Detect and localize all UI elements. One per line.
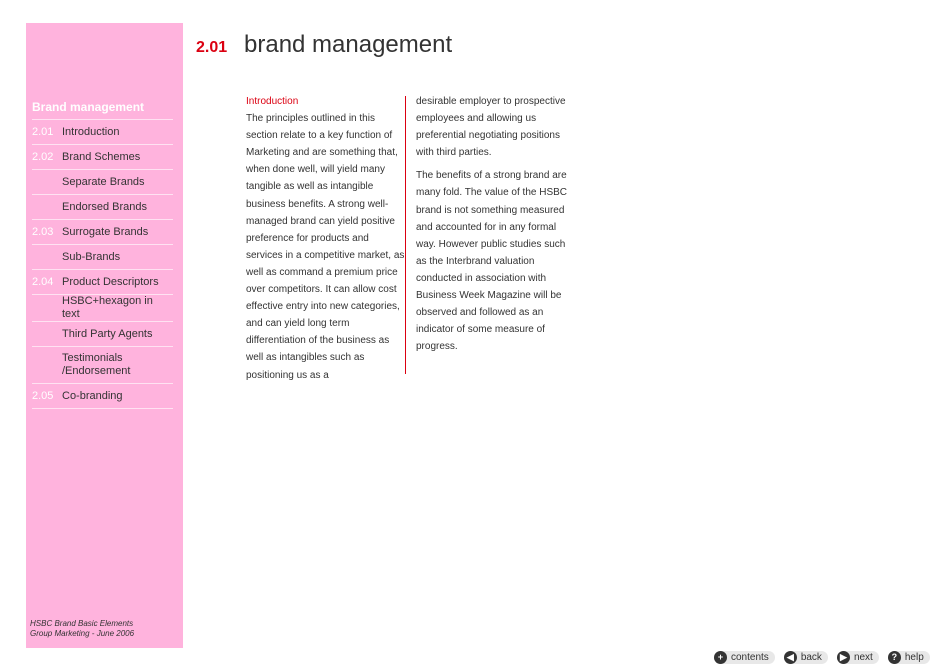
arrow-left-circle-icon: ◀ <box>784 651 797 664</box>
sidebar-item-label: Separate Brands <box>62 175 145 188</box>
sidebar-item-surrogate-brands[interactable] <box>32 219 173 244</box>
footer-line: Group Marketing - June 2006 <box>30 629 135 638</box>
question-circle-icon: ? <box>888 651 901 664</box>
content-column-1 <box>246 93 408 390</box>
body-paragraph: The benefits of a strong brand are many fold. The value of the HSBC brand is not something measured and accounted for in any formal way. However public studies such as the Interbrand valuation conducted in association with Business Week Magazine will be observed and followed as an indicator of some measure of progress. <box>416 170 568 353</box>
arrow-right-circle-icon: ▶ <box>837 651 850 664</box>
footer-line: HSBC Brand Basic Elements <box>30 619 134 628</box>
sidebar-item-label: Testimonials /Endorsement <box>62 352 131 377</box>
plus-circle-icon: + <box>714 651 727 664</box>
help-label: help <box>904 652 924 663</box>
sidebar-divider <box>32 408 173 409</box>
sidebar-item-label: Brand Schemes <box>62 150 141 163</box>
sidebar-item-co-branding[interactable] <box>32 383 173 408</box>
sidebar-item-product-descriptors[interactable] <box>32 269 173 294</box>
next-button[interactable] <box>837 651 879 664</box>
sidebar-item-label: Co-branding <box>62 389 123 402</box>
contents-button[interactable] <box>714 651 775 664</box>
page-title: brand management <box>244 31 453 58</box>
sidebar-item-testimonials[interactable] <box>32 346 173 383</box>
sidebar-item-number: 2.01 <box>32 126 54 138</box>
section-heading: Introduction <box>246 96 299 107</box>
help-button[interactable] <box>888 651 930 664</box>
section-number: 2.01 <box>196 39 228 56</box>
sidebar-item-number: 2.03 <box>32 226 54 238</box>
body-paragraph: desirable employer to prospective employees and allowing us preferential negotiating positions with third parties. <box>416 96 566 159</box>
sidebar-item-introduction[interactable] <box>32 119 173 144</box>
sidebar <box>26 23 183 648</box>
sidebar-item-third-party-agents[interactable] <box>32 321 173 346</box>
body-paragraph: The principles outlined in this section relate to a key function of Marketing and are something that, when done well, will yield many tangible as well as intangible business benefits. A strong well-managed brand can yield positive preference for products and services in a competitive market, as well as command a premium price over competitors. It can allow cost effective entry into new categories, and can yield long term differentiation of the business as well as intangibles such as positioning us as a <box>246 113 405 381</box>
sidebar-item-number: 2.02 <box>32 151 54 163</box>
sidebar-item-label: Third Party Agents <box>62 327 153 340</box>
sidebar-item-number: 2.04 <box>32 276 54 288</box>
contents-label: contents <box>731 652 769 663</box>
column-divider <box>405 96 406 374</box>
next-label: next <box>853 652 873 663</box>
sidebar-item-hsbc-hexagon-in-text[interactable] <box>32 294 173 321</box>
sidebar-heading: Brand management <box>32 100 145 114</box>
sidebar-item-brand-schemes[interactable] <box>32 144 173 169</box>
sidebar-item-separate-brands[interactable] <box>32 169 173 194</box>
sidebar-item-endorsed-brands[interactable] <box>32 194 173 219</box>
sidebar-item-sub-brands[interactable] <box>32 244 173 269</box>
back-button[interactable] <box>784 651 828 664</box>
sidebar-item-label: Sub-Brands <box>62 250 121 263</box>
sidebar-item-label: HSBC+hexagon in text <box>62 295 153 320</box>
content-column-2 <box>416 93 578 361</box>
back-label: back <box>800 652 822 663</box>
bottom-navigation <box>714 651 930 664</box>
document-footer <box>30 619 180 639</box>
sidebar-item-label: Introduction <box>62 125 120 138</box>
sidebar-nav <box>32 119 173 409</box>
sidebar-item-label: Surrogate Brands <box>62 225 149 238</box>
sidebar-item-number: 2.05 <box>32 390 54 402</box>
sidebar-item-label: Endorsed Brands <box>62 200 147 213</box>
sidebar-item-label: Product Descriptors <box>62 275 159 288</box>
